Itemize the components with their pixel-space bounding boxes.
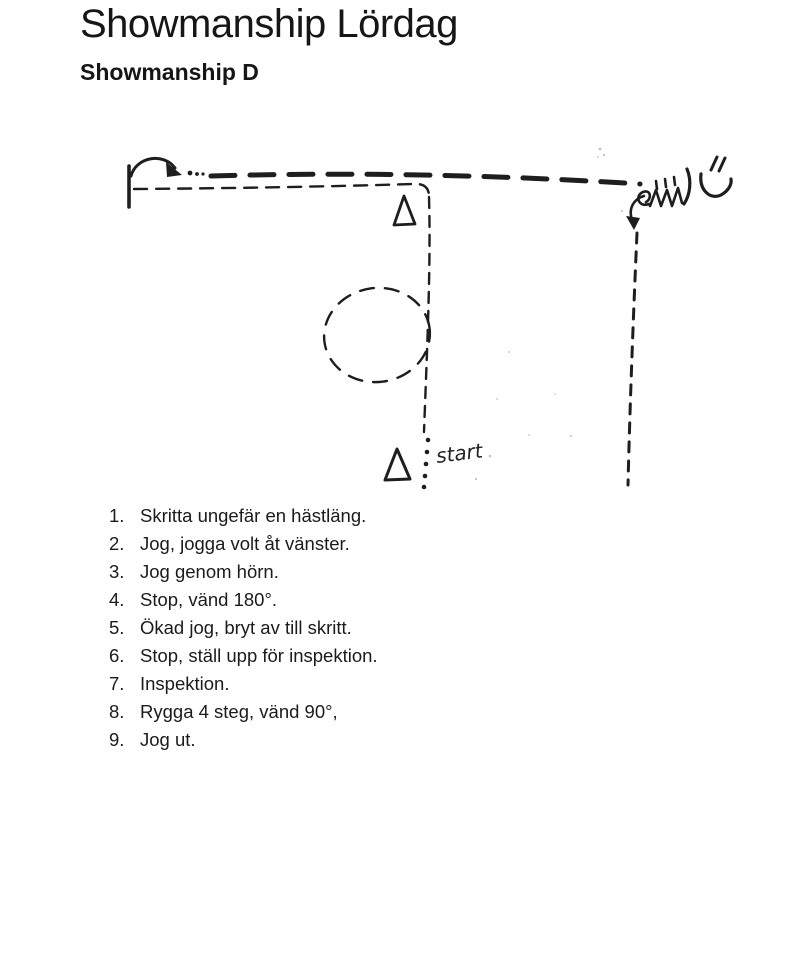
down-arrow-curve	[631, 196, 644, 220]
section-subtitle: Showmanship D	[80, 59, 259, 85]
instruction-number: 7.	[109, 673, 125, 694]
path-dot	[201, 172, 204, 175]
smiley-icon	[711, 157, 717, 170]
instruction-text: Rygga 4 steg, vänd 90°,	[140, 701, 338, 722]
zigzag-tick	[656, 181, 657, 189]
instruction-item	[109, 642, 378, 670]
start-dot	[424, 462, 429, 467]
scan-speck	[599, 148, 602, 151]
instruction-item	[109, 726, 378, 754]
scan-speck	[570, 435, 572, 437]
down-arrow-head-icon	[626, 216, 640, 230]
instruction-item	[109, 670, 378, 698]
scan-speck	[528, 434, 530, 436]
volt-circle	[318, 281, 436, 389]
scan-speck	[489, 455, 492, 458]
instruction-item	[109, 614, 378, 642]
scan-speck	[554, 393, 556, 395]
instructions-list	[109, 502, 378, 754]
scan-speck	[475, 478, 477, 480]
instruction-text: Ökad jog, bryt av till skritt.	[140, 617, 352, 638]
smiley-icon	[701, 174, 731, 196]
start-dot	[423, 474, 428, 479]
instruction-number: 8.	[109, 701, 125, 722]
start-label: start	[434, 438, 484, 468]
top-rail-dashed-line	[211, 174, 640, 184]
instruction-item	[109, 586, 378, 614]
instruction-number: 2.	[109, 533, 125, 554]
cone-icon-start	[385, 449, 410, 480]
instruction-text: Skritta ungefär en hästläng.	[140, 505, 367, 526]
jog-path-dashed-line	[134, 184, 429, 195]
instruction-item	[109, 502, 378, 530]
path-dot	[195, 172, 199, 176]
smiley-icon	[719, 158, 725, 171]
start-dot	[426, 438, 431, 443]
scan-speck	[603, 154, 605, 156]
instruction-number: 9.	[109, 729, 125, 750]
turn-arrow-head-icon	[166, 162, 182, 177]
instruction-text: Stop, vänd 180°.	[140, 589, 277, 610]
backing-zigzag	[650, 188, 682, 206]
instruction-number: 5.	[109, 617, 125, 638]
cone-icon-top	[394, 196, 415, 225]
instruction-item	[109, 698, 378, 726]
zigzag-tick	[674, 177, 675, 185]
instruction-item	[109, 530, 378, 558]
instruction-text: Stop, ställ upp för inspektion.	[140, 645, 378, 666]
instruction-text: Jog ut.	[140, 729, 196, 750]
exit-path-dashed-line	[628, 233, 637, 485]
instruction-text: Jog, jogga volt åt vänster.	[140, 533, 350, 554]
instruction-number: 4.	[109, 589, 125, 610]
instruction-text: Inspektion.	[140, 673, 230, 694]
start-dot	[422, 485, 427, 490]
instruction-item	[109, 558, 378, 586]
page-title: Showmanship Lördag	[80, 2, 458, 46]
instruction-text: Jog genom hörn.	[140, 561, 279, 582]
scan-speck	[496, 398, 498, 400]
instruction-number: 3.	[109, 561, 125, 582]
instruction-number: 1.	[109, 505, 125, 526]
path-dot	[188, 171, 193, 176]
scan-speck	[621, 210, 623, 212]
scan-speck	[508, 351, 510, 353]
zigzag-tick	[665, 179, 666, 187]
zigzag-tail-stroke	[684, 169, 690, 204]
scan-speck	[597, 156, 599, 158]
instruction-number: 6.	[109, 645, 125, 666]
start-dot	[425, 450, 430, 455]
